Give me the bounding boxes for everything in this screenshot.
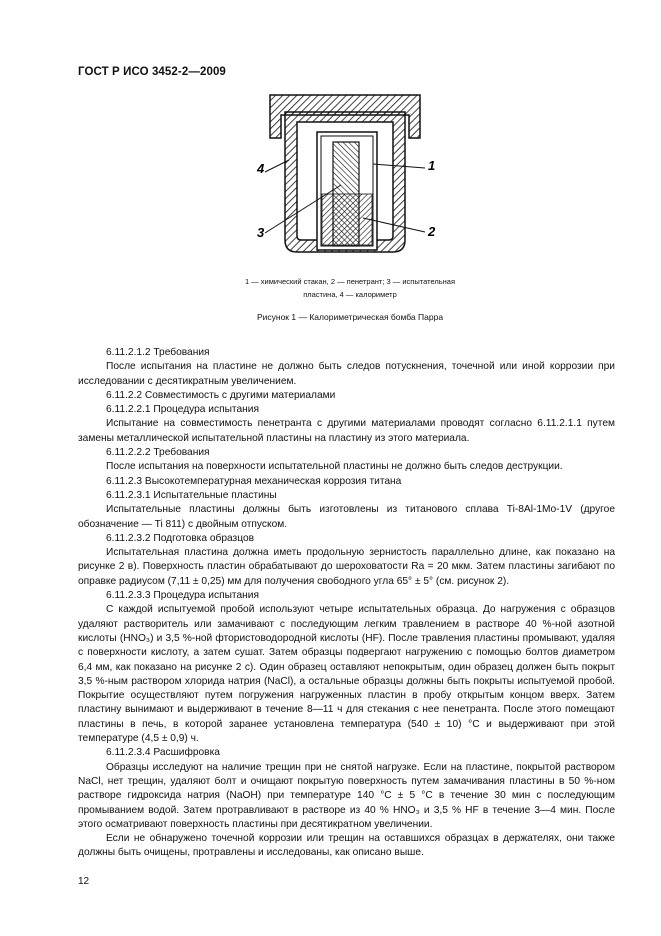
section-heading: 6.11.2.2.1 Процедура испытания [106,404,259,416]
page-number: 12 [78,876,90,887]
section-heading: 6.11.2.3.1 Испытательные пластины [106,489,277,501]
paragraph: Испытательная пластина должна иметь продольную зернистость параллельно длине, как показано на рисунке 2 в). Поверхность пластин обрабатывают до шероховатости Ra = 20 мкм. Затем пластины загибают по оправке радиусом (7,11 ± 0,25) мм для получения свободного угла 65° ± 5° (см. рисунок 2). [78,547,615,587]
test-plate [333,142,359,246]
figure-parr-bomb [245,90,445,270]
parr-bomb-diagram [245,90,445,270]
figure-legend-line: 1 — химический стакан, 2 — пенетрант; 3 — испытательная [244,277,456,286]
callout-3: 3 [257,225,265,240]
section-heading: 6.11.2.3.4 Расшифровка [106,747,220,759]
figure-legend [150,275,550,301]
paragraph: После испытания на пластине не должно быть следов потускнения, точечной или иной коррозии при исследовании с десятикратным увеличением. [78,361,615,387]
section-heading: 6.11.2.2.2 Требования [106,447,210,459]
callout-1: 1 [428,158,436,173]
paragraph: С каждой испытуемой пробой используют четыре испытательных образца. До нагружения с образцов удаляют растворитель или замачивают с последующим легким травлением в растворе 40 %-ной азотной кислоты (HNO₃) и 3,5 %-ной фтористоводородной кислоты (HF). После травления пластины промывают, удаляя с поверхности кислоту, а затем сушат. Затем образцы подвергают нагружению с помощью болтов диаметром 6,4 мм, как показано на рисунке 2 с). Один образец оставляют непокрытым, один образец должен быть покрыт 3,5 %-ным раствором хлорида натрия (NaCl), а остальные образцы должны быть покрыты испытуемой пробой. Покрытие осуществляют путем погружения нагруженных пластин в пробу открытым концом вверх. Затем пластину вынимают и выдерживают в течение 8—11 ч для стекания с нее пенетранта. После этого помещают пластины в печь, в которой заранее установлена температура (540 ± 10) °С и выдерживают при этой температуре (4,5 ± 0,9) ч. [78,604,615,745]
callout-2: 2 [428,224,436,239]
paragraph: После испытания на поверхности испытательной пластины не должно быть следов деструкции. [106,461,563,473]
paragraph: Испытание на совместимость пенетранта с другими материалами проводят согласно 6.11.2.1.1 путем замены металлической испытательной пластины на пластину из этого материала. [78,418,615,444]
document-header: ГОСТ Р ИСО 3452-2—2009 [78,66,226,78]
figure-legend-line: пластина, 4 — калориметр [303,290,397,299]
document-body [78,346,615,861]
callout-4: 4 [257,161,265,176]
section-heading: 6.11.2.3.3 Процедура испытания [106,590,259,602]
paragraph: Испытательные пластины должны быть изготовлены из титанового сплава Ti-8Al-1Mo-1V (другое обозначение — Ti 811) с двойным отпуском. [78,504,615,530]
paragraph: Если не обнаружено точечной коррозии или трещин на оставшихся образцах в держателях, они также должны быть очищены, протравлены и исследованы, как описано выше. [78,833,615,859]
section-heading: 6.11.2.2 Совместимость с другими материалами [106,389,336,401]
section-heading: 6.11.2.3.2 Подготовка образцов [106,532,255,544]
paragraph: Образцы исследуют на наличие трещин при не снятой нагрузке. Если на пластине, покрытой раствором NaCl, нет трещин, удаляют болт и очищают покрытую поверхность путем замачивания пластины в 50 %-ном растворе гидроксида натрия (NaOH) при температуре 140 °С ± 5 °С в течение 30 мин с последующим промыванием водой. Затем протравливают в растворе из 40 % HNO₃ и 3,5 % HF в течение 3—4 мин. После этого осматривают поверхность пластины при десятикратном увеличении. [78,761,615,830]
section-heading: 6.11.2.1.2 Требования [106,347,210,358]
section-heading: 6.11.2.3 Высокотемпературная механическая коррозия титана [106,475,402,487]
figure-title: Рисунок 1 — Калориметрическая бомба Парра [256,312,444,322]
